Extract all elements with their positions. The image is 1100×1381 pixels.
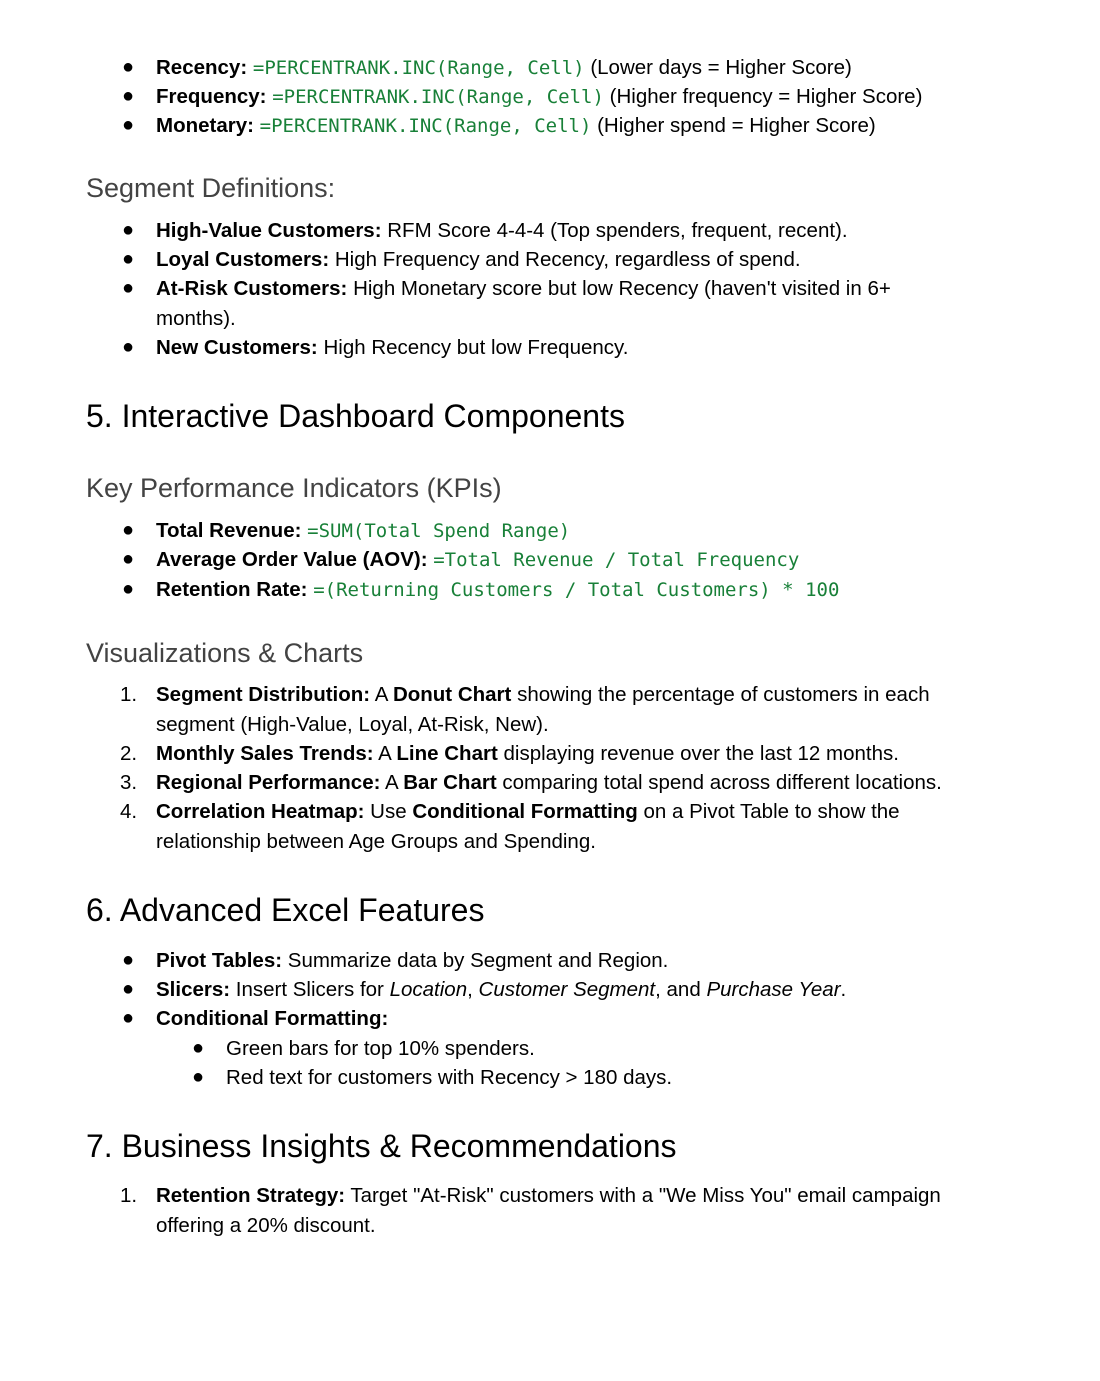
feature: Conditional Formatting [412, 800, 638, 823]
heading-kpis: Key Performance Indicators (KPIs) [86, 473, 502, 503]
bullet: ● [192, 1037, 205, 1059]
list-item-pivot-tables [122, 946, 1036, 976]
list-number: 4. [120, 800, 138, 823]
label: Total Revenue: [156, 519, 302, 542]
label: Segment Distribution: [156, 683, 371, 706]
bullet: ● [122, 978, 135, 1000]
heading-visualizations: Visualizations & Charts [86, 638, 364, 668]
label: Recency: [156, 56, 248, 79]
text: High Frequency and Recency, regardless of spend. [334, 248, 801, 271]
text: Summarize data by Segment and Region. [287, 949, 669, 972]
label: Average Order Value (AOV): [156, 548, 428, 571]
sub-list-item [192, 1063, 1100, 1093]
text: Target "At-Risk" customers with a "We Miss You" email campaign offering a 20% discount. [156, 1184, 941, 1237]
chart-type: Bar Chart [403, 771, 497, 794]
label: Conditional Formatting: [156, 1007, 389, 1030]
text: Use [370, 800, 407, 823]
bullet: ● [122, 578, 135, 600]
list-item-kpi [122, 575, 1036, 606]
bullet: ● [122, 949, 135, 971]
text: Green bars for top 10% spenders. [226, 1037, 535, 1060]
text: A [385, 771, 398, 794]
slicer-purchase-year: Purchase Year [706, 978, 841, 1001]
list-item-viz [120, 739, 1036, 769]
chart-type: Donut Chart [392, 683, 512, 706]
note: (Higher frequency = Higher Score) [609, 85, 923, 108]
text: High Monetary score but low Recency (haven't visited in 6+ months). [156, 277, 891, 330]
label: Monthly Sales Trends: [156, 742, 374, 765]
list-item-kpi [122, 516, 1036, 547]
note: (Higher spend = Higher Score) [597, 114, 876, 137]
formula: =PERCENTRANK.INC(Range, Cell) [259, 115, 592, 137]
separator: . [840, 978, 847, 1001]
list-item-recommendation [120, 1181, 996, 1240]
text: RFM Score 4-4-4 (Top spenders, frequent, recent). [387, 219, 848, 242]
bullet: ● [122, 277, 135, 299]
text: comparing total spend across different locations. [502, 771, 942, 794]
formula: =Total Revenue / Total Frequency [433, 549, 800, 571]
text: showing the percentage of customers in each segment (High-Value, Loyal, At-Risk, New). [156, 683, 930, 736]
bullet: ● [122, 56, 135, 78]
list-item [122, 274, 946, 333]
text: Red text for customers with Recency > 180 days. [226, 1066, 673, 1089]
label: High-Value Customers: [156, 219, 382, 242]
list-number: 3. [120, 771, 138, 794]
list-item-slicers [122, 975, 1036, 1005]
list-item-monetary [122, 111, 1036, 142]
label: Retention Rate: [156, 578, 308, 601]
label: Pivot Tables: [156, 949, 283, 972]
label: Correlation Heatmap: [156, 800, 365, 823]
label: Slicers: [156, 978, 231, 1001]
list-item-viz [120, 768, 1036, 798]
formula: =PERCENTRANK.INC(Range, Cell) [272, 86, 604, 108]
bullet: ● [122, 336, 135, 358]
list-number: 2. [120, 742, 138, 765]
sub-list-item [192, 1034, 1100, 1064]
bullet: ● [192, 1066, 205, 1088]
slicer-customer-segment: Customer Segment [478, 978, 656, 1001]
list-item [122, 333, 1036, 363]
note: (Lower days = Higher Score) [590, 56, 852, 79]
label: Monetary: [156, 114, 254, 137]
text: Insert Slicers for [235, 978, 384, 1001]
list-item-conditional-formatting [122, 1004, 1036, 1034]
text: A [374, 683, 388, 706]
text: displaying revenue over the last 12 months. [503, 742, 899, 765]
label: Frequency: [156, 85, 267, 108]
heading-segment-definitions: Segment Definitions: [86, 173, 336, 203]
list-number: 1. [120, 683, 138, 706]
list-number: 1. [120, 1184, 138, 1207]
list-item-recency [122, 53, 1036, 84]
list-item-viz [120, 797, 956, 856]
label: Retention Strategy: [156, 1184, 346, 1207]
heading-section-7: 7. Business Insights & Recommendations [86, 1128, 677, 1164]
text: A [378, 742, 391, 765]
label: New Customers: [156, 336, 318, 359]
bullet: ● [122, 548, 135, 570]
list-item [122, 245, 1036, 275]
formula: =SUM(Total Spend Range) [307, 520, 571, 542]
list-item [122, 216, 1036, 246]
bullet: ● [122, 1007, 135, 1029]
bullet: ● [122, 114, 135, 136]
separator: , and [655, 978, 701, 1001]
heading-section-6: 6. Advanced Excel Features [86, 892, 485, 928]
text: High Recency but low Frequency. [323, 336, 629, 359]
label: At-Risk Customers: [156, 277, 348, 300]
label: Regional Performance: [156, 771, 381, 794]
list-item-kpi [122, 545, 1036, 576]
chart-type: Line Chart [396, 742, 498, 765]
text: on a Pivot Table to show the relationship between Age Groups and Spending. [156, 800, 900, 853]
bullet: ● [122, 85, 135, 107]
slicer-location: Location [389, 978, 468, 1001]
formula: =(Returning Customers / Total Customers) * 100 [313, 579, 840, 601]
list-item-viz [120, 680, 986, 739]
bullet: ● [122, 248, 135, 270]
label: Loyal Customers: [156, 248, 330, 271]
list-item-frequency [122, 82, 1036, 113]
bullet: ● [122, 519, 135, 541]
separator: , [467, 978, 473, 1001]
bullet: ● [122, 219, 135, 241]
formula: =PERCENTRANK.INC(Range, Cell) [252, 57, 585, 79]
heading-section-5: 5. Interactive Dashboard Components [86, 398, 625, 434]
